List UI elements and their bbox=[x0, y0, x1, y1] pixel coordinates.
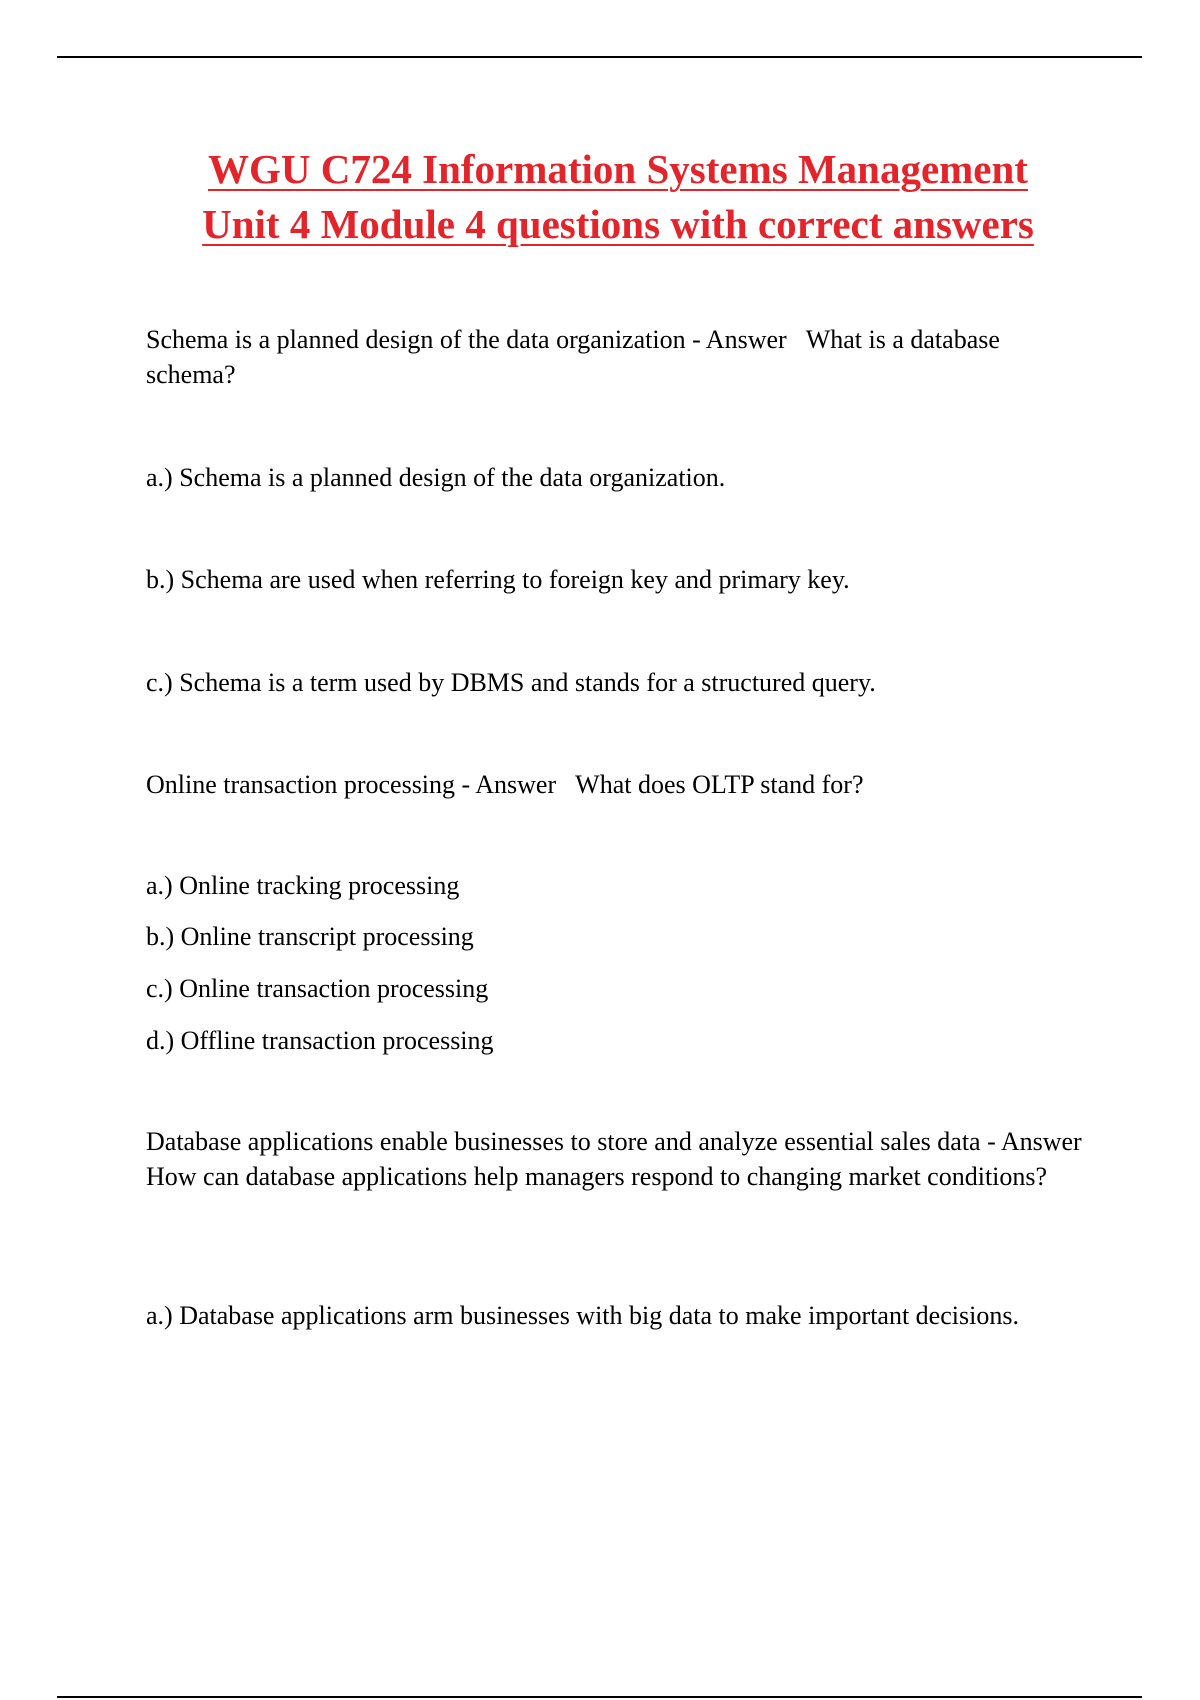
question-1-answer: Schema is a planned design of the data organization - Answer What is a database schema? bbox=[146, 325, 1007, 389]
question-3-option-a: a.) Database applications arm businesses with big data to make important decisions. bbox=[146, 1301, 1019, 1330]
title-line-1: WGU C724 Information Systems Management bbox=[208, 146, 1028, 192]
question-2-option-b: b.) Online transcript processing bbox=[146, 922, 474, 951]
title-line-2: Unit 4 Module 4 questions with correct answers bbox=[202, 201, 1034, 247]
question-2-option-a: a.) Online tracking processing bbox=[146, 871, 460, 900]
question-1-option-c: c.) Schema is a term used by DBMS and stands for a structured query. bbox=[146, 668, 876, 697]
question-2-option-d: d.) Offline transaction processing bbox=[146, 1026, 494, 1055]
header-rule bbox=[57, 56, 1142, 58]
question-3-answer: Database applications enable businesses to store and analyze essential sales data - Answer How can database applications help managers respond to changing market conditions? bbox=[146, 1127, 1102, 1191]
question-2-option-c: c.) Online transaction processing bbox=[146, 974, 489, 1003]
question-1-option-a: a.) Schema is a planned design of the data organization. bbox=[146, 463, 726, 492]
question-1-option-b: b.) Schema are used when referring to foreign key and primary key. bbox=[146, 565, 850, 594]
question-2-answer: Online transaction processing - Answer What does OLTP stand for? bbox=[146, 770, 864, 799]
document-title bbox=[0, 142, 1200, 252]
footer-rule bbox=[57, 1696, 1142, 1698]
